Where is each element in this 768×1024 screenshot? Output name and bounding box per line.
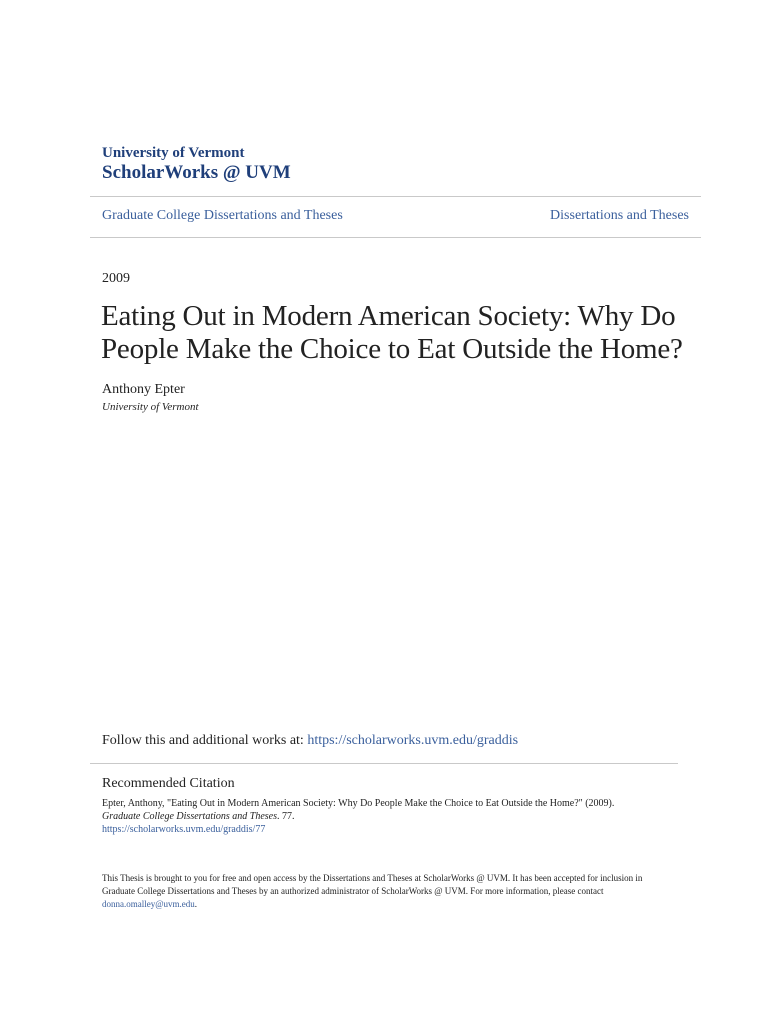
divider-citation <box>90 763 678 764</box>
paper-title-line-2: People Make the Choice to Eat Outside the Home? <box>101 333 683 365</box>
citation-number: . 77. <box>277 811 295 822</box>
repository-name[interactable]: ScholarWorks @ UVM <box>102 162 291 183</box>
collection-link[interactable]: Graduate College Dissertations and Theses <box>102 208 343 223</box>
paper-title-line-1: Eating Out in Modern American Society: Why Do <box>101 300 676 332</box>
divider-top <box>90 196 701 197</box>
repository-header <box>102 145 702 184</box>
paper-title <box>101 300 701 366</box>
follow-line <box>102 732 518 750</box>
citation-heading: Recommended Citation <box>102 776 235 791</box>
institution-name: University of Vermont <box>102 145 245 161</box>
contact-email-link[interactable]: donna.omalley@uvm.edu <box>102 899 195 909</box>
citation-series: Graduate College Dissertations and Theses <box>102 811 277 822</box>
citation-line-1: Epter, Anthony, "Eating Out in Modern American Society: Why Do People Make the Choice to Eat Outside the Home?" (2009). <box>102 798 615 809</box>
author-name: Anthony Epter <box>102 382 185 397</box>
publication-year: 2009 <box>102 271 130 286</box>
notice-line-2: Graduate College Dissertations and Theses by an authorized administrator of ScholarWorks @ UVM. For more information, please contact <box>102 886 604 896</box>
notice-end: . <box>194 899 198 909</box>
citation-text <box>102 797 702 836</box>
divider-breadcrumb <box>90 237 701 238</box>
notice-line-1: This Thesis is brought to you for free and open access by the Dissertations and Theses at ScholarWorks @ UVM. It has been accepted for inclusion in <box>102 873 643 883</box>
citation-link[interactable]: https://scholarworks.uvm.edu/graddis/77 <box>102 824 266 835</box>
author-affiliation: University of Vermont <box>102 401 199 413</box>
follow-link[interactable]: https://scholarworks.uvm.edu/graddis <box>307 733 519 748</box>
parent-collection-link[interactable]: Dissertations and Theses <box>550 208 689 223</box>
follow-prefix: Follow this and additional works at: <box>102 733 308 748</box>
access-notice <box>102 872 702 911</box>
